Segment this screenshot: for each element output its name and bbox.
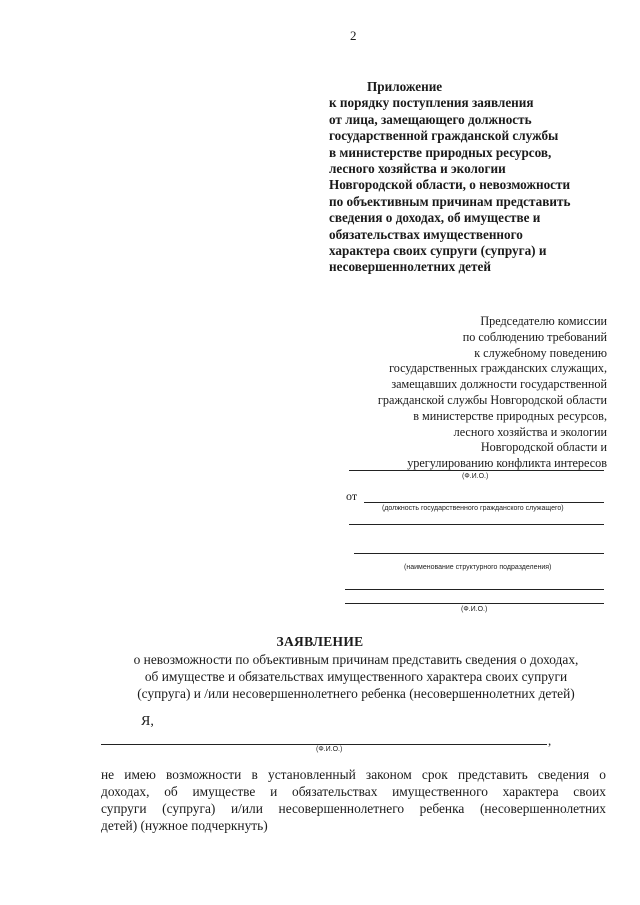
applicant-fio-line[interactable] [101,744,547,745]
statement-title: ЗАЯВЛЕНИЕ [276,634,364,649]
position-line[interactable] [364,502,604,503]
from-label: от [346,489,358,503]
fio-line-2a[interactable] [345,589,604,590]
appendix-line: по объективным причинам представить [329,193,571,209]
unit-caption: (наименование структурного подразделения) [404,564,552,571]
appendix-line: от лица, замещающего должность [329,111,532,127]
unit-line[interactable] [354,553,604,554]
position-line-2[interactable] [349,524,604,525]
position-caption: (должность государственного гражданского служащего) [382,505,564,512]
addressee-block [378,314,607,472]
addressee-line: по соблюдению требований [462,329,607,344]
addressee-line: урегулированию конфликта интересов [407,456,607,471]
statement-body-line: детей) (нужное подчеркнуть) [101,818,268,833]
fio-line-2b[interactable] [345,603,604,604]
statement-body-line: супруги (супруга) и/или несовершеннолетнего ребенка (несовершеннолетних [101,801,606,816]
appendix-line: к порядку поступления заявления [329,95,534,111]
statement-subtitle-line: о невозможности по объективным причинам представить сведения о доходах, [133,652,579,667]
appendix-line: обязательствах имущественного [329,226,523,242]
page-number: 2 [350,28,357,43]
statement-body [101,766,606,834]
statement-body-line: доходах, об имуществе и обязательствах имущественного характера своих [101,784,606,799]
ya-label: Я, [141,714,154,729]
appendix-line: сведения о доходах, об имуществе и [329,210,541,226]
appendix-line: в министерстве природных ресурсов, [329,144,552,160]
fio-caption: (Ф.И.О.) [462,473,489,480]
statement-subtitle [96,651,616,702]
addressee-line: замещавших должности государственной [391,377,607,392]
addressee-line: к служебному поведению [474,345,607,360]
appendix-line: несовершеннолетних детей [329,259,491,275]
comma: , [548,733,552,748]
appendix-block [329,79,629,276]
addressee-line: Председателю комиссии [480,314,607,328]
statement-subtitle-line: (супруга) и /или несовершеннолетнего ребенка (несовершеннолетних детей) [137,686,575,701]
statement-subtitle-line: об имуществе и обязательствах имущественного характера своих супруги [144,669,568,684]
appendix-line: лесного хозяйства и экологии [329,161,506,177]
appendix-line: государственной гражданской службы [329,128,559,144]
fio-caption-2: (Ф.И.О.) [461,606,488,613]
appendix-title: Приложение [367,79,443,94]
fio-line[interactable] [349,470,604,471]
addressee-line: гражданской службы Новгородской области [377,392,607,407]
addressee-line: в министерстве природных ресурсов, [413,408,607,423]
applicant-fio-caption: (Ф.И.О.) [316,746,343,753]
addressee-line: лесного хозяйства и экологии [453,424,607,439]
appendix-line: характера своих супруги (супруга) и [329,243,547,259]
statement-body-line: не имею возможности в установленный законом срок представить сведения о [101,767,606,782]
addressee-line: государственных гражданских служащих, [389,361,607,376]
appendix-line: Новгородской области, о невозможности [329,177,571,193]
addressee-line: Новгородской области и [480,440,607,455]
